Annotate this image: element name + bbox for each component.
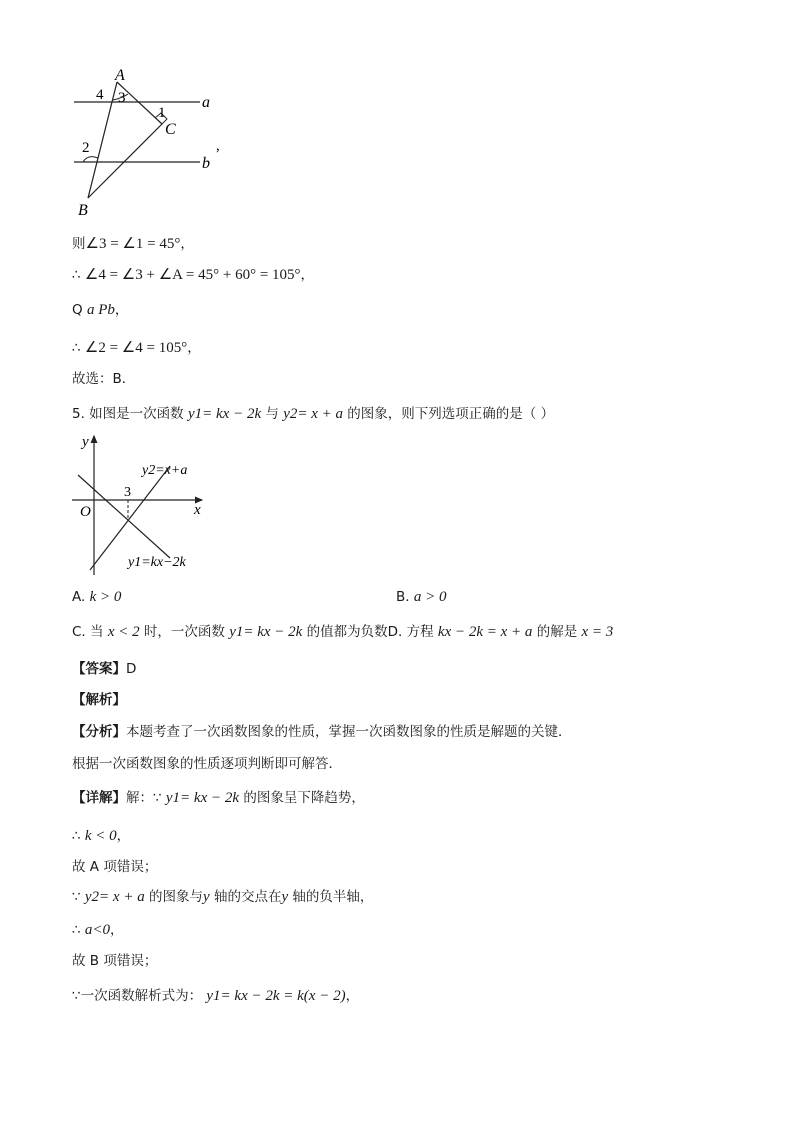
analysis-line-1: 【分析】本题考查了一次函数图象的性质，掌握一次函数图象的性质是解题的关键．: [72, 724, 572, 740]
linear-functions-graph: [70, 430, 210, 580]
analysis-title: 【解析】: [72, 692, 126, 708]
solution-line-1: 则∠3 = ∠1 = 45°，: [72, 236, 194, 252]
y-axis-label: y: [82, 434, 89, 450]
detail-line-6: 故 B 项错误；: [72, 953, 158, 969]
answer-line: 【答案】D: [72, 661, 137, 677]
tick-3-label: 3: [124, 485, 131, 500]
detail-line-3: 故 A 项错误；: [72, 859, 158, 875]
x-axis-label: x: [194, 502, 201, 518]
solution-line-2: ∴ ∠4 = ∠3 + ∠A = 45° + 60° = 105°，: [72, 267, 315, 283]
option-C-and-D: C. 当 x < 2 时，一次函数 y1= kx − 2k 的值都为负数D. 方程 kx − 2k = x + a 的解是 x = 3: [72, 624, 614, 640]
question-5: 5. 如图是一次函数 y1= kx − 2k 与 y2= x + a 的图象，则下列选项正确的是（ ）: [72, 406, 555, 422]
parallel-lines-figure: [70, 62, 230, 222]
label-b: b: [202, 155, 210, 172]
segment-CB: [88, 124, 162, 198]
label-C: C: [165, 121, 176, 138]
angle2-arc: [83, 157, 98, 162]
solution-line-4: ∴ ∠2 = ∠4 = 105°，: [72, 340, 201, 356]
line-y2-label: y2=x+a: [142, 463, 188, 478]
solution-conclusion: 故选：B．: [72, 371, 136, 387]
label-1: 1: [158, 105, 166, 121]
label-B: B: [78, 202, 88, 219]
detail-line-4: ∵ y2= x + a 的图象与y 轴的交点在y 轴的负半轴，: [72, 889, 374, 905]
analysis-line-2: 根据一次函数图象的性质逐项判断即可解答．: [72, 756, 342, 772]
detail-line-2: ∴ k < 0，: [72, 828, 131, 844]
detail-line-1: 【详解】解：∵ y1= kx − 2k 的图象呈下降趋势，: [72, 790, 365, 806]
label-3: 3: [118, 90, 126, 106]
line-y1-label: y1=kx−2k: [128, 555, 186, 570]
solution-line-3: Q a Pb，: [72, 302, 129, 318]
label-A: A: [115, 67, 125, 84]
detail-line-7: ∵一次函数解析式为： y1= kx − 2k = k(x − 2)，: [72, 988, 360, 1004]
option-A: A. k > 0: [72, 589, 122, 605]
label-2: 2: [82, 140, 90, 156]
label-a: a: [202, 94, 210, 111]
figure-comma: ,: [216, 138, 220, 154]
origin-label: O: [80, 504, 91, 520]
detail-line-5: ∴ a<0，: [72, 922, 124, 938]
option-B: B. a > 0: [396, 589, 447, 605]
label-4: 4: [96, 87, 104, 103]
